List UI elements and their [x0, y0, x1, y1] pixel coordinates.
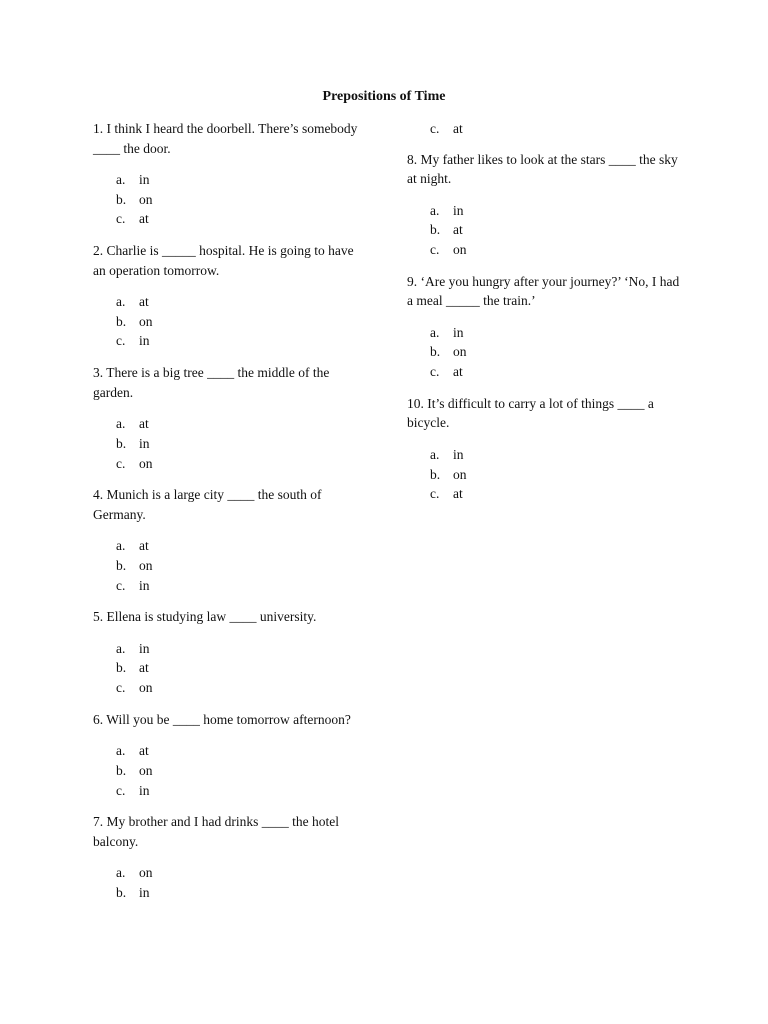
option-c	[93, 209, 368, 229]
question-4	[93, 485, 368, 595]
option-a	[93, 741, 368, 761]
question-text: 10. It’s difficult to carry a lot of things ____ a bicycle.	[407, 395, 654, 431]
option-text: in	[453, 324, 464, 340]
option-text: on	[139, 865, 153, 881]
option-text: on	[453, 242, 467, 258]
option-letter: c.	[116, 680, 126, 696]
question-3	[93, 363, 368, 473]
option-text: in	[139, 435, 150, 451]
option-text: on	[139, 455, 153, 471]
option-letter: b.	[116, 191, 127, 207]
option-b	[93, 190, 368, 210]
option-letter: b.	[116, 313, 127, 329]
option-a	[93, 170, 368, 190]
question-text: 9. ‘Are you hungry after your journey?’ ‘No, I had a meal _____ the train.’	[407, 273, 680, 309]
question-8	[407, 150, 682, 260]
option-letter: c.	[430, 486, 440, 502]
option-text: at	[139, 294, 149, 310]
option-c	[93, 781, 368, 801]
option-a	[93, 292, 368, 312]
option-letter: c.	[430, 364, 440, 380]
option-text: in	[139, 577, 150, 593]
option-c	[93, 331, 368, 351]
option-text: in	[453, 446, 464, 462]
option-a	[93, 414, 368, 434]
option-letter: a.	[116, 416, 126, 432]
option-letter: c.	[116, 455, 126, 471]
option-c	[407, 362, 682, 382]
option-text: at	[139, 211, 149, 227]
option-text: on	[139, 313, 153, 329]
option-text: on	[453, 344, 467, 360]
option-text: on	[139, 557, 153, 573]
option-text: at	[453, 121, 463, 136]
option-text: on	[453, 466, 467, 482]
option-letter: a.	[116, 172, 126, 187]
question-6	[93, 710, 368, 801]
question-7-continuation	[407, 119, 682, 139]
question-text: 8. My father likes to look at the stars ____ the sky at night.	[407, 151, 678, 187]
option-a	[93, 639, 368, 659]
question-7	[93, 812, 368, 902]
option-letter: b.	[116, 557, 127, 573]
option-letter: a.	[430, 446, 440, 462]
question-1	[93, 119, 368, 229]
option-list	[407, 445, 682, 504]
option-letter: b.	[116, 885, 127, 901]
option-c	[93, 576, 368, 596]
option-c	[407, 240, 682, 260]
option-letter: b.	[116, 660, 127, 676]
option-c	[407, 484, 682, 504]
option-a	[407, 323, 682, 343]
question-text: 2. Charlie is _____ hospital. He is going to have an operation tomorrow.	[93, 243, 354, 278]
option-text: in	[139, 333, 150, 349]
option-text: in	[139, 885, 150, 901]
option-letter: b.	[116, 763, 127, 778]
option-text: at	[139, 743, 149, 759]
option-list	[93, 536, 368, 595]
option-list	[93, 863, 368, 902]
option-letter: c.	[430, 121, 440, 136]
option-b	[93, 556, 368, 576]
option-a	[93, 863, 368, 883]
option-letter: a.	[116, 640, 126, 656]
option-text: on	[139, 680, 153, 696]
option-text: in	[139, 172, 150, 187]
option-text: at	[139, 416, 149, 432]
option-list	[93, 292, 368, 351]
option-letter: a.	[116, 865, 126, 881]
option-c	[93, 678, 368, 698]
option-b	[407, 220, 682, 240]
option-text: in	[139, 640, 150, 656]
option-letter: a.	[116, 743, 126, 759]
option-a	[407, 445, 682, 465]
option-b	[407, 342, 682, 362]
option-list	[93, 414, 368, 473]
option-text: at	[453, 222, 463, 238]
option-list	[407, 323, 682, 382]
option-list	[93, 639, 368, 698]
option-letter: a.	[430, 324, 440, 340]
option-list	[407, 201, 682, 260]
option-text: at	[139, 538, 149, 554]
option-b	[93, 658, 368, 678]
option-b	[93, 312, 368, 332]
option-letter: b.	[430, 466, 441, 482]
question-9	[407, 272, 682, 382]
option-text: at	[139, 660, 149, 676]
option-a	[407, 201, 682, 221]
option-c	[93, 454, 368, 474]
question-5	[93, 607, 368, 698]
option-text: on	[139, 191, 153, 207]
option-letter: c.	[430, 242, 440, 258]
option-letter: a.	[116, 538, 126, 554]
option-letter: b.	[116, 435, 127, 451]
option-b	[93, 883, 368, 903]
question-text: 7. My brother and I had drinks ____ the hotel balcony.	[93, 814, 339, 849]
option-text: in	[139, 782, 150, 798]
option-text: in	[453, 202, 464, 218]
option-text: on	[139, 763, 153, 778]
option-text: at	[453, 364, 463, 380]
question-text: 3. There is a big tree ____ the middle of the garden.	[93, 365, 330, 400]
question-text: 5. Ellena is studying law ____ university.	[93, 609, 317, 625]
option-b	[93, 434, 368, 454]
option-b	[407, 465, 682, 485]
question-2	[93, 241, 368, 351]
option-text: at	[453, 486, 463, 502]
option-letter: b.	[430, 222, 441, 238]
option-letter: c.	[116, 782, 126, 798]
option-letter: a.	[430, 202, 440, 218]
option-a	[93, 536, 368, 556]
option-b	[93, 761, 368, 781]
option-letter: c.	[116, 211, 126, 227]
question-10	[407, 394, 682, 504]
question-text: 1. I think I heard the doorbell. There’s somebody ____ the door.	[93, 121, 358, 156]
question-text: 6. Will you be ____ home tomorrow afternoon?	[93, 711, 351, 727]
right-question-column	[407, 119, 682, 516]
option-letter: c.	[116, 577, 126, 593]
option-letter: a.	[116, 294, 126, 310]
option-list	[93, 741, 368, 800]
question-text: 4. Munich is a large city ____ the south of Germany.	[93, 487, 322, 522]
option-letter: b.	[430, 344, 441, 360]
option-letter: c.	[116, 333, 126, 349]
option-list	[93, 170, 368, 229]
left-question-column	[93, 119, 368, 915]
option-c	[407, 119, 682, 139]
worksheet-title: Prepositions of Time	[322, 89, 446, 104]
